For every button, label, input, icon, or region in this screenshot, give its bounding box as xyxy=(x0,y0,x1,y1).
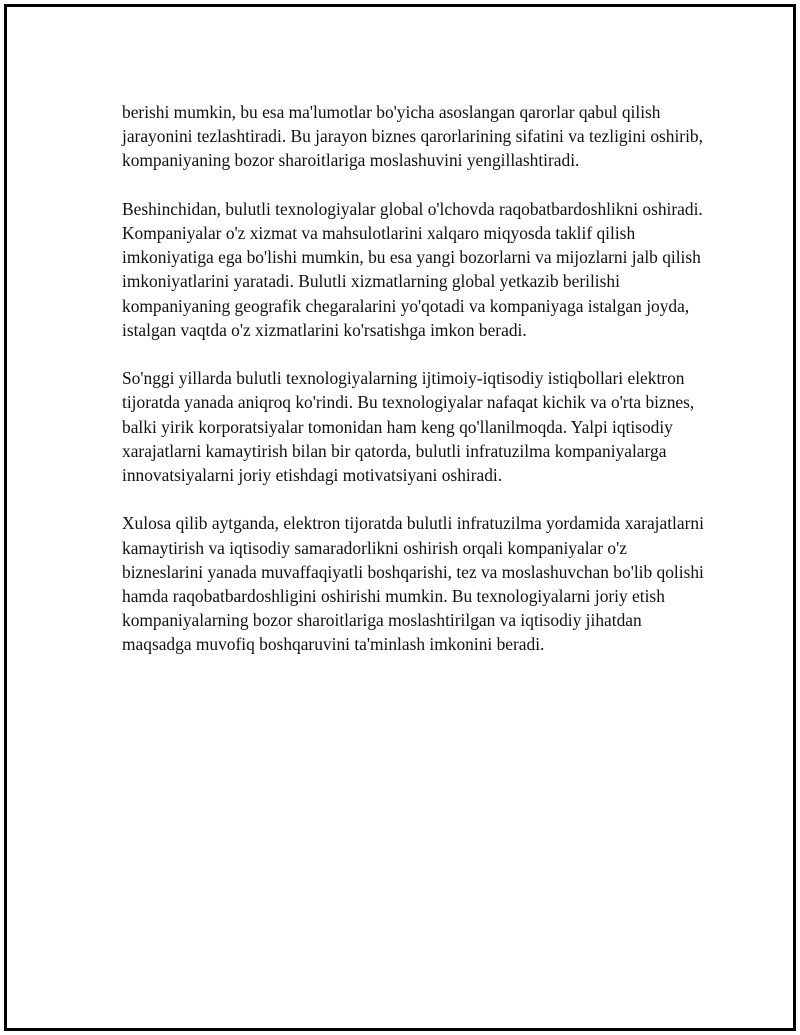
paragraph-4: Xulosa qilib aytganda, elektron tijoratda bulutli infratuzilma yordamida xarajatlarni kamaytirish va iqtisodiy samaradorlikni oshirish orqali kompaniyalar o'z bizneslarini yanada muvaffaqiyatli boshqarishi, tez va moslashuvchan bo'lib qolishi hamda raqobatbardoshligini oshirishi mumkin. Bu texnologiyalarni joriy etish kompaniyalarning bozor sharoitlariga moslashtirilgan va iqtisodiy jihatdan maqsadga muvofiq boshqaruvini ta'minlash imkonini beradi. xyxy=(122,513,704,655)
paragraph-3: So'nggi yillarda bulutli texnologiyalarning ijtimoiy-iqtisodiy istiqbollari elektron tijoratda yanada aniqroq ko'rindi. Bu texnologiyalar nafaqat kichik va o'rta biznes, balki yirik korporatsiyalar tomonidan ham keng qo'llanilmoqda. Yalpi iqtisodiy xarajatlarni kamaytirish bilan bir qatorda, bulutli infratuzilma kompaniyalarga innovatsiyalarni joriy etishdagi motivatsiyani oshiradi. xyxy=(122,368,695,486)
paragraph-2: Beshinchidan, bulutli texnologiyalar global o'lchovda raqobatbardoshlikni oshiradi. Kompaniyalar o'z xizmat va mahsulotlarini xalqaro miqyosda taklif qilish imkoniyatiga ega bo'lishi mumkin, bu esa yangi bozorlarni va mijozlarni jalb qilish imkoniyatlarini yaratadi. Bulutli xizmatlarning global yetkazib berilishi kompaniyaning geografik chegaralarini yo'qotadi va kompaniyaga istalgan joyda, istalgan vaqtda o'z xizmatlarini ko'rsatishga imkon beradi. xyxy=(122,198,703,340)
document-body xyxy=(122,100,712,681)
paragraph-1: berishi mumkin, bu esa ma'lumotlar bo'yicha asoslangan qarorlar qabul qilish jarayonini tezlashtiradi. Bu jarayon biznes qarorlarining sifatini va tezligini oshirib, kompaniyaning bozor sharoitlariga moslashuvini yengillashtiradi. xyxy=(122,102,703,171)
page-border xyxy=(4,4,796,1031)
